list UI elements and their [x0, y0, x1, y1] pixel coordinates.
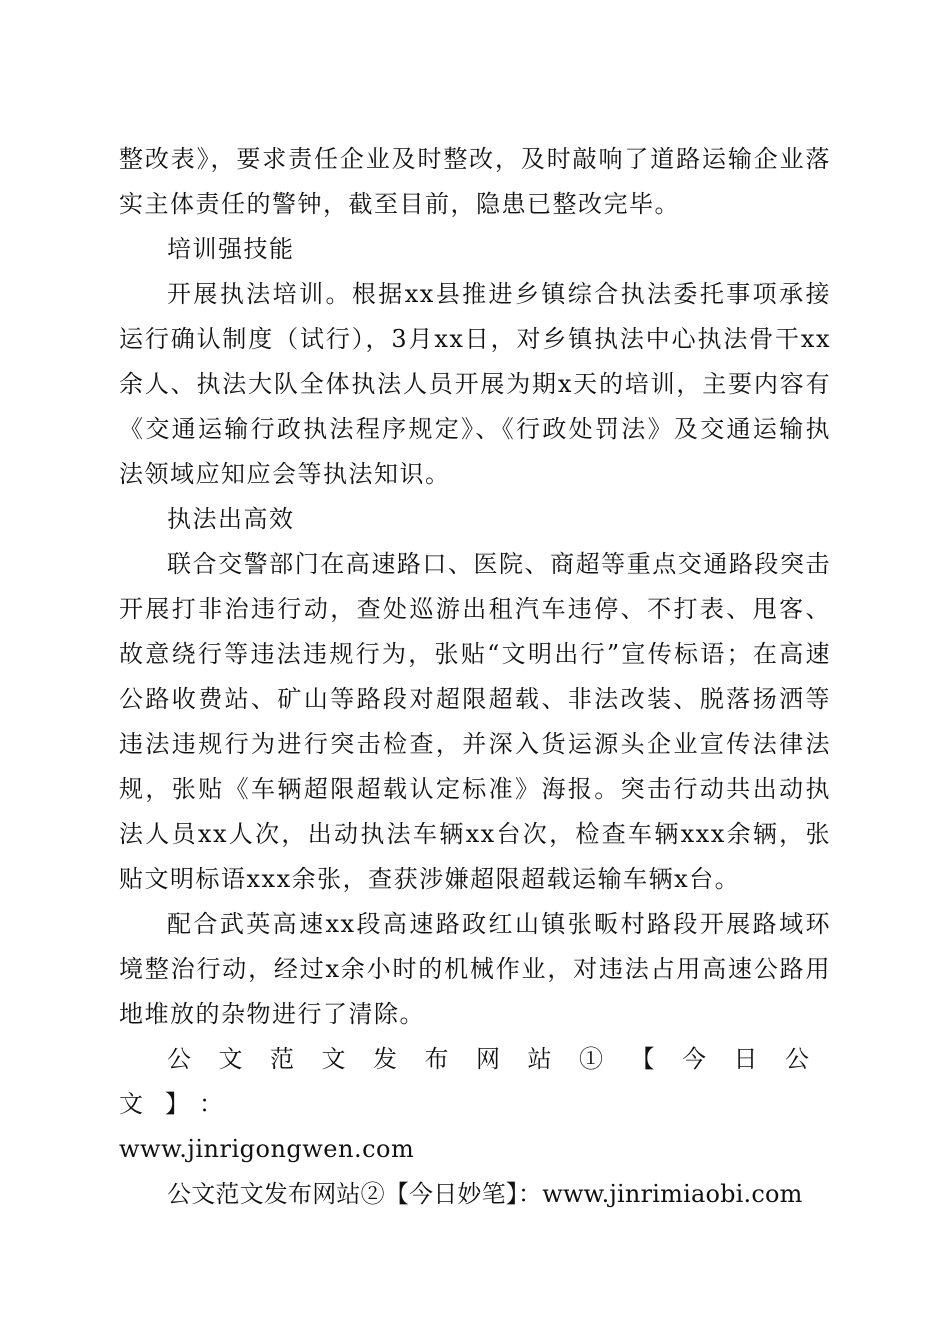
- document-body: [119, 137, 831, 1217]
- paragraph-highway-cleanup: 配合武英高速xx段高速路政红山镇张畈村路段开展路域环境整治行动，经过x余小时的机械作业，对违法占用高速公路用地堆放的杂物进行了清除。: [119, 910, 831, 1028]
- site-link-1-label: 公文范文发布网站①【今日公文】：: [119, 1045, 831, 1118]
- site-link-2[interactable]: 公文范文发布网站②【今日妙笔】：www.jinrimiaobi.com: [167, 1180, 803, 1208]
- site-link-1-url[interactable]: www.jinrigongwen.com: [119, 1135, 415, 1163]
- paragraph-joint-enforcement: 联合交警部门在高速路口、医院、商超等重点交通路段突击开展打非治违行动，查处巡游出租汽车违停、不打表、甩客、故意绕行等违法违规行为，张贴“文明出行”宣传标语；在高速公路收费站、矿山等路段对超限超载、非法改装、脱落扬洒等违法违规行为进行突击检查，并深入货运源头企业宣传法律法规，张贴《车辆超限超载认定标准》海报。突击行动共出动执法人员xx人次，出动执法车辆xx台次，检查车辆xxx余辆，张贴文明标语xxx余张，查获涉嫌超限超载运输车辆x台。: [119, 550, 831, 893]
- section-heading-training: 培训强技能: [167, 235, 295, 263]
- paragraph-training: 开展执法培训。根据xx县推进乡镇综合执法委托事项承接运行确认制度（试行），3月xx日，对乡镇执法中心执法骨干xx余人、执法大队全体执法人员开展为期x天的培训，主要内容有《交通运输行政执法程序规定》、《行政处罚法》及交通运输执法领域应知应会等执法知识。: [119, 280, 831, 488]
- section-heading-enforcement: 执法出高效: [167, 505, 295, 533]
- paragraph-rectification-continued: 整改表》，要求责任企业及时整改，及时敲响了道路运输企业落实主体责任的警钟，截至目前，隐患已整改完毕。: [119, 145, 831, 218]
